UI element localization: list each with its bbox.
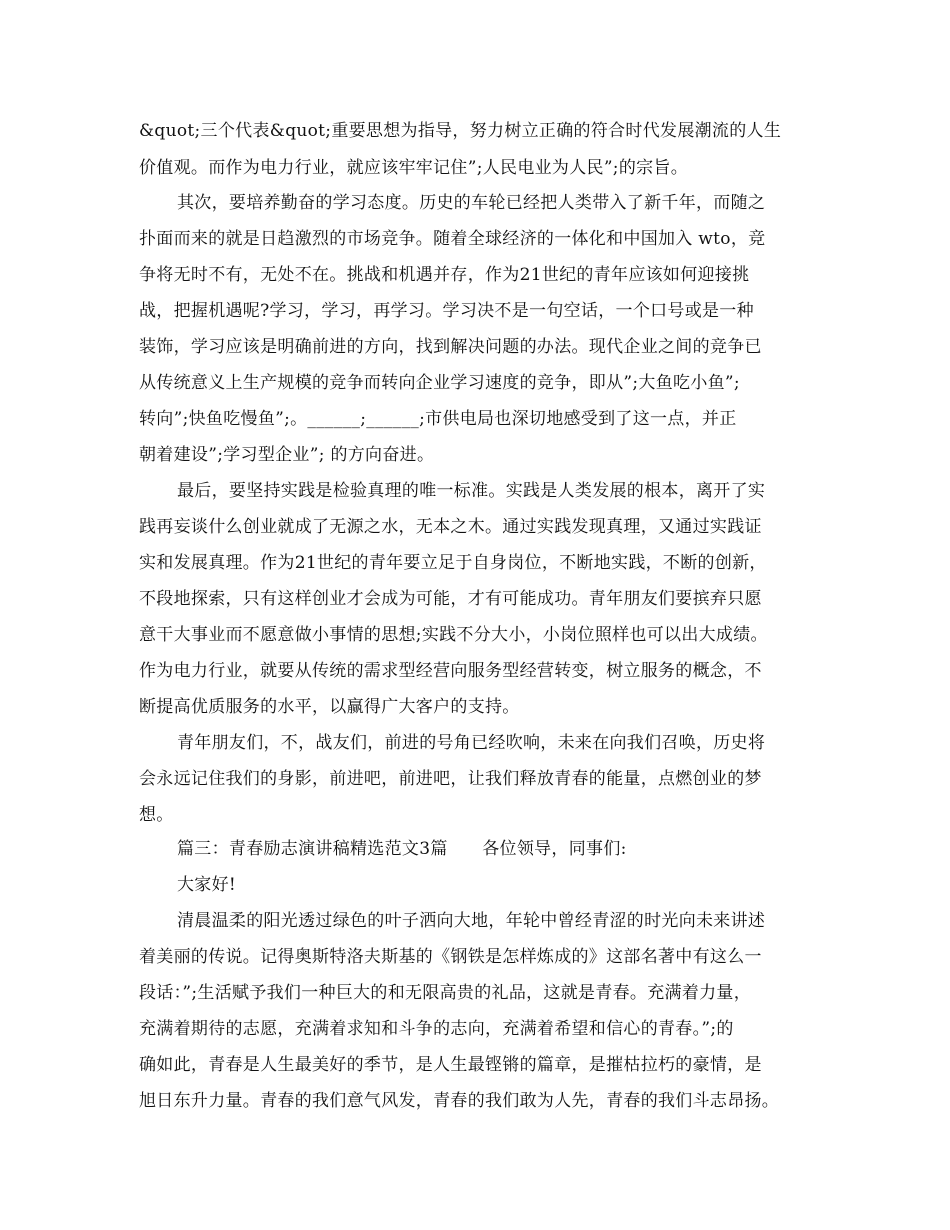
text-line: 价值观。而作为电力行业，就应该牢牢记住”;人民电业为人民”;的宗旨。	[139, 158, 689, 178]
text-line: &quot;三个代表&quot;重要思想为指导，努力树立正确的符合时代发展潮流的人生	[139, 121, 782, 141]
text-line: 想。	[139, 805, 174, 825]
text-line: 转向”;快鱼吃慢鱼”;。______;______;市供电局也深切地感受到了这一点，并正	[139, 409, 737, 429]
text-line: 意干大事业而不愿意做小事情的思想;实践不分大小，小岗位照样也可以出大成绩。	[139, 625, 768, 645]
text-line: 从传统意义上生产规模的竞争而转向企业学习速度的竞争，即从”;大鱼吃小鱼”;	[139, 373, 740, 393]
text-line: 争将无时不有，无处不在。挑战和机遇并存，作为21世纪的青年应该如何迎接挑	[139, 265, 750, 285]
section-heading: 篇三：青春励志演讲稿精选范文3篇 各位领导，同事们:	[177, 839, 627, 859]
text-line: 朝着建设”;学习型企业”; 的方向奋进。	[139, 445, 435, 465]
greeting-line: 大家好!	[177, 875, 237, 895]
text-line: 旭日东升力量。青春的我们意气风发，青春的我们敢为人先，青春的我们斗志昂扬。	[139, 1091, 780, 1111]
text-line: 青年朋友们，不，战友们，前进的号角已经吹响，未来在向我们召唤，历史将	[177, 733, 766, 753]
text-line: 战，把握机遇呢?学习，学习，再学习。学习决不是一句空话，一个口号或是一种	[139, 301, 754, 321]
text-line: 断提高优质服务的水平，以赢得广大客户的支持。	[139, 697, 520, 717]
text-line: 会永远记住我们的身影，前进吧，前进吧，让我们释放青春的能量，点燃创业的梦	[139, 769, 762, 789]
text-line: 作为电力行业，就要从传统的需求型经营向服务型经营转变，树立服务的概念，不	[139, 661, 762, 681]
text-line: 装饰，学习应该是明确前进的方向，找到解决问题的办法。现代企业之间的竞争已	[139, 337, 762, 357]
text-line: 充满着期待的志愿，充满着求知和斗争的志向，充满着希望和信心的青春。”;的	[139, 1019, 734, 1039]
text-line: 扑面而来的就是日趋激烈的市场竞争。随着全球经济的一体化和中国加入 wto，竞	[139, 229, 766, 249]
text-line: 践再妄谈什么创业就成了无源之水，无本之木。通过实践发现真理，又通过实践证	[139, 517, 762, 537]
text-line: 确如此，青春是人生最美好的季节，是人生最铿锵的篇章，是摧枯拉朽的豪情，是	[139, 1055, 762, 1075]
text-line: 实和发展真理。作为21世纪的青年要立足于自身岗位，不断地实践，不断的创新，	[139, 553, 767, 573]
text-line: 清晨温柔的阳光透过绿色的叶子洒向大地，年轮中曾经青涩的时光向未来讲述	[177, 911, 766, 931]
text-line: 最后，要坚持实践是检验真理的唯一标准。实践是人类发展的根本，离开了实	[177, 481, 766, 501]
text-line: 段话：”;生活赋予我们一种巨大的和无限高贵的礼品，这就是青春。充满着力量，	[139, 983, 752, 1003]
text-line: 其次，要培养勤奋的学习态度。历史的车轮已经把人类带入了新千年，而随之	[177, 193, 766, 213]
text-line: 着美丽的传说。记得奥斯特洛夫斯基的《钢铁是怎样炼成的》这部名著中有这么一	[139, 947, 762, 967]
text-line: 不段地探索，只有这样创业才会成为可能，才有可能成功。青年朋友们要摈弃只愿	[139, 589, 762, 609]
